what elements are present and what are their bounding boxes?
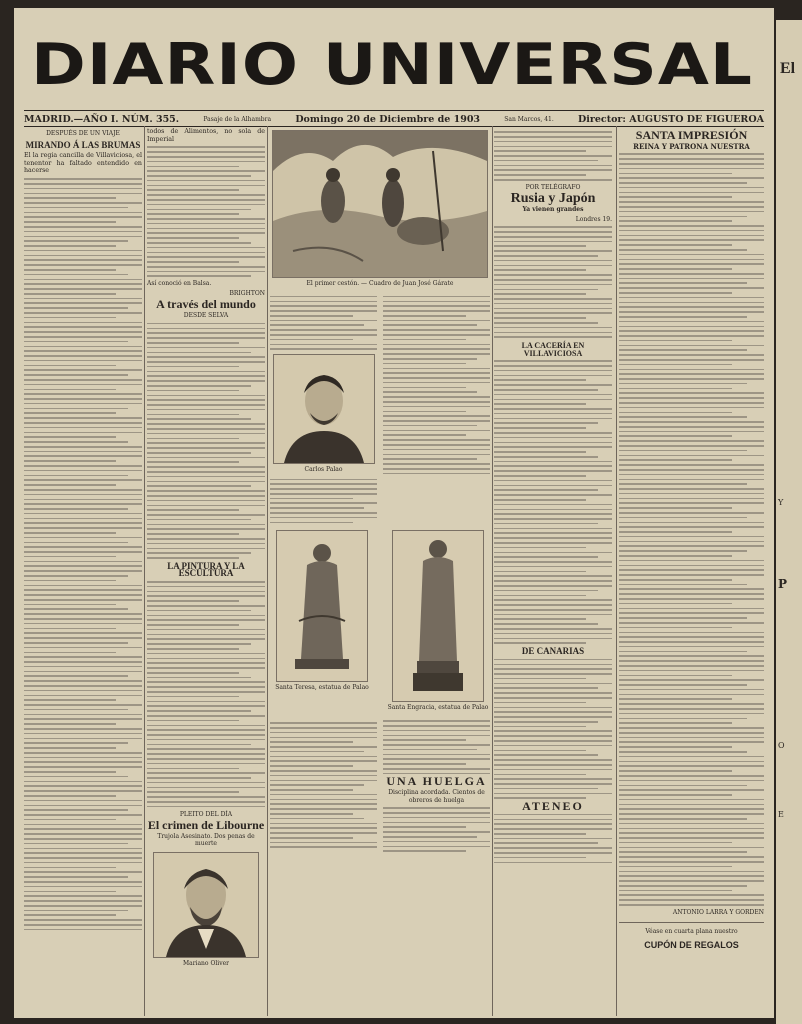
column-rule [616,126,617,1016]
article-subhead: REINA Y PATRONA NUESTRA [633,141,750,151]
director-name: Director: AUGUSTO DE FIGUEROA [578,113,764,125]
body-text-block [147,146,265,277]
body-text-block [494,226,612,338]
address-note: Pasaje de la Alhambra [203,115,272,123]
article-headline: SANTA IMPRESIÓN [635,128,748,142]
body-text-block [619,153,764,905]
telegraph-dateline: Londres 19. [575,215,612,223]
adjacent-letter: P [778,577,789,591]
body-text-block [147,581,265,807]
newspaper-page [14,8,774,1018]
body-text-block [494,360,612,644]
article-headline: MIRANDO Á LAS BRUMAS [25,139,141,150]
portrait-illustration [154,853,258,957]
painting-engraving [272,130,488,278]
statue-engraving-teresa [276,530,368,682]
ateneo-headline: ATENEO [522,799,584,813]
article-kicker: DESPUÉS DE UN VIAJE [46,130,120,137]
canarias-headline: DE CANARIAS [521,645,585,656]
crime-kicker: PLEITO DEL DÍA [179,810,233,818]
hunt-headline: LA CACERÍA EN VILLAVICIOSA [521,340,585,358]
portrait-illustration [274,355,374,463]
street-address: San Marcos, 41. [504,115,554,123]
portrait-caption: Carlos Palao [304,465,343,473]
telegraph-kicker: POR TELÉGRAFO [525,183,581,191]
body-text-block [147,323,265,559]
harvest-scene-illustration [273,131,487,277]
article-text-snippet: todos de Alimentos, no sola de Imperial [147,128,265,143]
coupon-kicker: Véase en cuarta plana nuestro [645,928,738,936]
body-text-block [494,814,612,863]
statue-illustration [393,531,483,701]
column-rule [144,126,145,1016]
painting-caption: El primer cestón. — Cuadro de Juan José Gárate [306,280,454,287]
adjacent-letter: O [778,741,786,750]
culture-headline: LA PINTURA Y LA ESCULTURA [167,560,245,579]
section-subhead: DESDE SELVA [183,312,229,320]
portrait-caption: Mariano Oliver [182,959,230,967]
column-rule [267,126,268,1016]
center-illustrated-section [270,128,490,855]
coupon-banner: CUPÓN DE REGALOS [644,940,739,950]
masthead-meta-bar [24,110,764,127]
statue-illustration [277,531,367,681]
masthead-title: DIARIO UNIVERSAL [31,31,753,98]
column-1-article [24,128,142,934]
adjacent-page-letters [776,498,802,819]
body-text-block [383,296,490,475]
article-byline: BRIGHTON [229,289,265,297]
adjacent-letter: Y [778,498,785,507]
body-text-block [270,479,377,524]
adjacent-page-edge [776,20,802,1024]
body-text-block [383,807,490,852]
article-signature: ANTONIO LARRA Y GORDEN [672,908,764,916]
column-2-articles [147,128,265,973]
adjacent-page-fragment: El [780,60,796,77]
body-text-block [270,296,377,350]
body-text-block [383,720,490,774]
section-headline-world: A través del mundo [156,297,256,312]
issue-number: MADRID.—AÑO I. NÚM. 355. [24,113,180,125]
statue-caption-right: Santa Engracia, estatua de Palao [387,704,489,712]
article-signoff: Así conoció en Balsa. [147,280,212,288]
issue-date: Domingo 20 de Diciembre de 1903 [295,113,481,125]
portrait-engraving-palao [273,354,375,464]
telegraph-subhead: Ya vienen grandes [522,205,584,213]
statue-caption-left: Santa Teresa, estatua de Palao [275,684,369,692]
column-rule [492,126,493,1016]
strike-subhead: Disciplina acordada. Cientos de obreros de huelga [388,788,485,804]
portrait-engraving-oliver [153,852,259,958]
body-text-block [494,659,612,799]
column-6-article [619,128,764,950]
body-text-block [494,131,612,180]
body-text-block [24,178,142,930]
body-text-block [270,719,377,853]
adjacent-letter: E [778,810,785,819]
column-5-telegraph [494,128,612,866]
article-text-snippet: El la regia cancilla de Villaviciosa, el tenentor ha faltado entendido en hacerse [24,152,142,175]
statue-engraving-engracia [392,530,484,702]
crime-headline: El crimen de Libourne [147,818,265,833]
crime-subhead: Trujola Asesinato. Dos penas de muerte [157,832,255,848]
strike-headline: UNA HUELGA [386,774,487,789]
telegraph-headline: Rusia y Japón [510,191,596,207]
